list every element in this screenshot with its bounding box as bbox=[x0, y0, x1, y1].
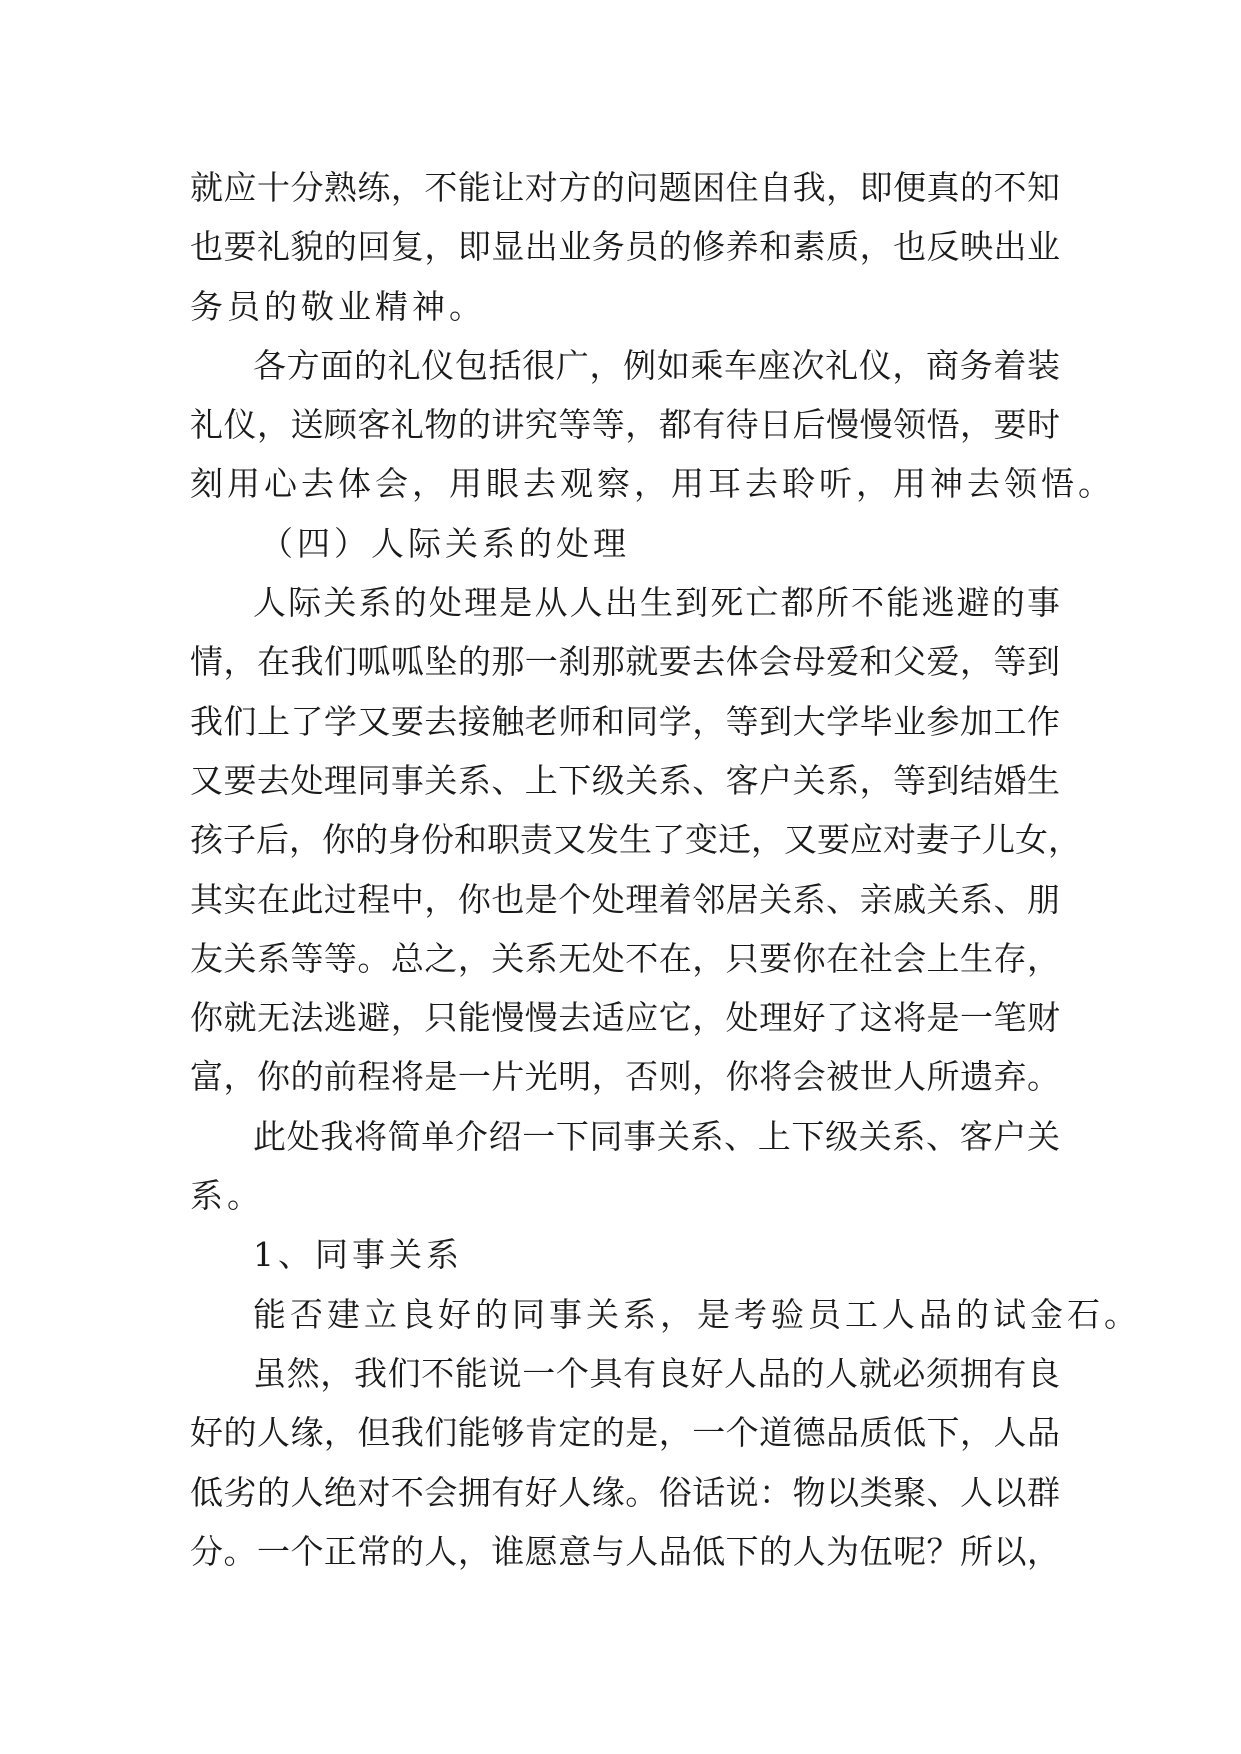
body-text bbox=[190, 158, 1141, 1581]
text-line: 低劣的人绝对不会拥有好人缘。俗话说：物以类聚、人以群 bbox=[190, 1472, 1060, 1512]
text-line: 情，在我们呱呱坠的那一刹那就要去体会母爱和父爱，等到 bbox=[190, 642, 1060, 682]
text-line: 你就无法逃避，只能慢慢去适应它，处理好了这将是一笔财 bbox=[190, 998, 1060, 1038]
text-line: 礼仪，送顾客礼物的讲究等等，都有待日后慢慢领悟，要时 bbox=[190, 405, 1060, 445]
text-line: 就应十分熟练，不能让对方的问题困住自我，即便真的不知 bbox=[190, 168, 1060, 207]
paragraph-line: 能否建立良好的同事关系，是考验员工人品的试金石。 bbox=[253, 1294, 1141, 1334]
text-line: 系。 bbox=[190, 1176, 264, 1216]
text-line: 刻用心去体会，用眼去观察，用耳去聆听，用神去领悟。 bbox=[190, 464, 1115, 504]
section-heading: （四）人际关系的处理 bbox=[260, 523, 630, 563]
text-line: 也要礼貌的回复，即显出业务员的修养和素质，也反映出业 bbox=[190, 227, 1060, 267]
text-line: 友关系等等。总之，关系无处不在，只要你在社会上生存， bbox=[190, 938, 1060, 978]
text-line: 其实在此过程中，你也是个处理着邻居关系、亲戚关系、朋 bbox=[190, 879, 1060, 919]
text-line: 孩子后，你的身份和职责又发生了变迁，又要应对妻子儿女， bbox=[190, 820, 1081, 860]
text-line: 分。一个正常的人，谁愿意与人品低下的人为伍呢？所以， bbox=[190, 1531, 1060, 1571]
paragraph-start-line: 此处我将简单介绍一下同事关系、上下级关系、客户关 bbox=[253, 1116, 1060, 1156]
text-line: 好的人缘，但我们能够肯定的是，一个道德品质低下，人品 bbox=[190, 1413, 1060, 1453]
paragraph-start-line: 各方面的礼仪包括很广，例如乘车座次礼仪，商务着装 bbox=[253, 345, 1060, 385]
text-line: 富，你的前程将是一片光明，否则，你将会被世人所遗弃。 bbox=[190, 1057, 1060, 1097]
subsection-heading: 1、同事关系 bbox=[253, 1235, 463, 1275]
paragraph-start-line: 虽然，我们不能说一个具有良好人品的人就必须拥有良 bbox=[253, 1353, 1060, 1393]
text-line: 我们上了学又要去接触老师和同学，等到大学毕业参加工作 bbox=[190, 701, 1060, 741]
text-line: 又要去处理同事关系、上下级关系、客户关系，等到结婚生 bbox=[190, 760, 1060, 800]
text-line: 务员的敬业精神。 bbox=[190, 286, 486, 326]
paragraph-start-line: 人际关系的处理是从人出生到死亡都所不能逃避的事 bbox=[253, 583, 1060, 623]
